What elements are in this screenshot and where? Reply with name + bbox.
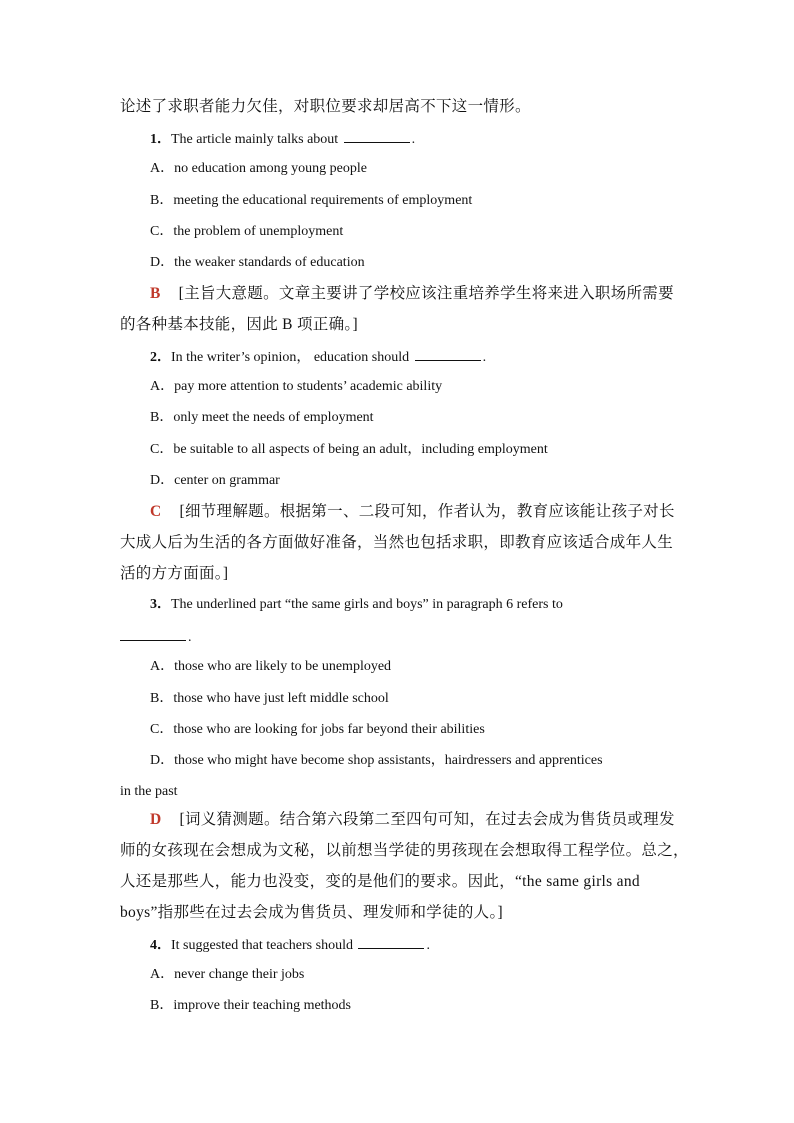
question-4: 4．It suggested that teachers should . xyxy=(150,934,430,956)
answer-letter: D xyxy=(150,811,162,828)
question-stem: The article mainly talks about xyxy=(171,132,339,147)
answer-blank xyxy=(358,934,424,949)
explanation-2-cont: 大成人后为生活的各方面做好准备，当然也包括求职，即教育应该适合成年人生 xyxy=(120,534,674,551)
question-number: 3． xyxy=(150,597,171,612)
option-d-cont: in the past xyxy=(120,784,178,799)
option-b: B．those who have just left middle school xyxy=(150,691,389,706)
answer-blank xyxy=(120,626,186,641)
question-number: 2． xyxy=(150,350,171,365)
question-3-cont: . xyxy=(120,626,192,648)
answer-letter: C xyxy=(150,503,162,520)
answer-letter: B xyxy=(150,285,161,302)
explanation-3-cont: 师的女孩现在会想成为文秘，以前想当学徒的男孩现在会想取得工程学位。总之， xyxy=(120,842,689,859)
intro-text: 论述了求职者能力欠佳，对职位要求却居高不下这一情形。 xyxy=(120,98,531,115)
question-2: 2．In the writer’s opinion， education should . xyxy=(150,346,486,368)
question-3 xyxy=(150,595,672,615)
explanation-3: D [词义猜测题。结合第六段第二至四句可知，在过去会成为售货员或理发 xyxy=(150,811,675,828)
question-number: 1． xyxy=(150,132,171,147)
question-stem: It suggested that teachers should xyxy=(171,938,353,953)
option-b: B．meeting the educational requirements of employment xyxy=(150,193,473,208)
option-b: B．improve their teaching methods xyxy=(150,998,352,1013)
option-b: B．only meet the needs of employment xyxy=(150,410,374,425)
option-d: D．the weaker standards of education xyxy=(150,255,365,270)
answer-blank xyxy=(344,128,410,143)
option-a: A．no education among young people xyxy=(150,161,367,176)
question-stem: In the writer’s opinion， education should xyxy=(171,350,410,365)
option-c: C．be suitable to all aspects of being an adult，including employment xyxy=(150,442,548,457)
option-d: D．those who might have become shop assistants，hairdressers and apprentices xyxy=(150,753,603,768)
explanation-1-cont: 的各种基本技能，因此 B 项正确。] xyxy=(120,316,358,333)
question-1: 1．The article mainly talks about . xyxy=(150,128,415,150)
explanation-3-cont: 人还是那些人，能力也没变，变的是他们的要求。因此，“the same girls and xyxy=(120,873,640,890)
explanation-2-cont: 活的方方面面。] xyxy=(120,565,229,582)
option-c: C．the problem of unemployment xyxy=(150,224,344,239)
option-a: A．pay more attention to students’ academic ability xyxy=(150,379,443,394)
option-a: A．never change their jobs xyxy=(150,967,305,982)
answer-blank xyxy=(415,346,481,361)
option-d: D．center on grammar xyxy=(150,473,280,488)
explanation-3-cont: boys”指那些在过去会成为售货员、理发师和学徒的人。] xyxy=(120,904,503,921)
option-a: A．those who are likely to be unemployed xyxy=(150,659,392,674)
explanation-1: B [主旨大意题。文章主要讲了学校应该注重培养学生将来进入职场所需要 xyxy=(150,285,674,302)
explanation-2: C [细节理解题。根据第一、二段可知，作者认为，教育应该能让孩子对长 xyxy=(150,503,675,520)
question-stem: The underlined part “the same girls and boys” in paragraph 6 refers to xyxy=(171,597,563,612)
question-number: 4． xyxy=(150,938,171,953)
option-c: C．those who are looking for jobs far beyond their abilities xyxy=(150,722,485,737)
